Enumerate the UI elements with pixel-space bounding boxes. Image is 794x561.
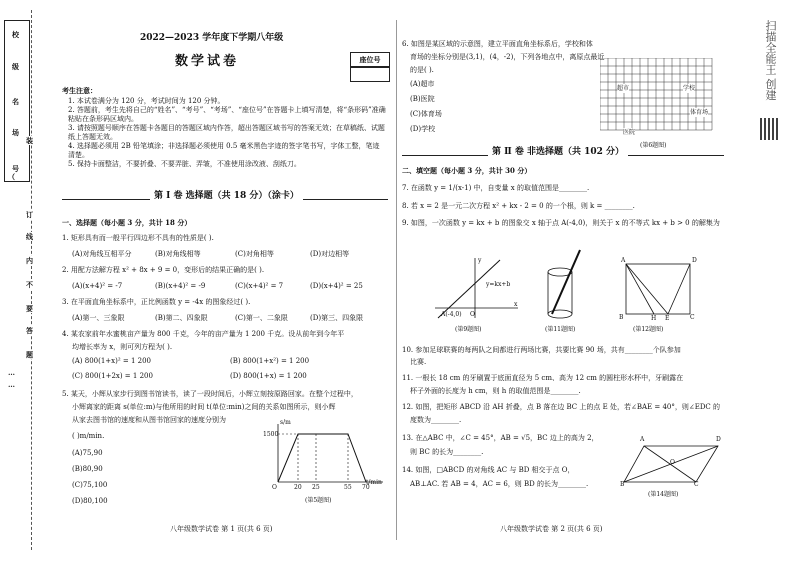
page-divider bbox=[396, 20, 397, 540]
notes-block bbox=[68, 97, 386, 169]
question-14: 14. 如图，□ABCD 的对角线 AC 与 BD 相交于点 O， bbox=[402, 466, 575, 474]
fig9-a: A(-4,0) bbox=[441, 311, 462, 318]
binding-char: … bbox=[8, 368, 15, 377]
fig14-b: B bbox=[620, 481, 625, 488]
question-11: 11. 一根长 18 cm 的牙刷置于底面直径为 5 cm、高为 12 cm 的圆柱形水杯中，牙刷露在 bbox=[402, 374, 684, 382]
fig5-tick: 55 bbox=[344, 484, 352, 491]
fig6-label-hospital: 医院 bbox=[623, 129, 636, 136]
question-7: 7. 在函数 y = 1/(x-1) 中，自变量 x 的取值范围是________. bbox=[402, 184, 590, 192]
option: (C)75,100 bbox=[72, 481, 108, 489]
question-3: 3. 在平面直角坐标系中，正比例函数 y = -4x 的图象经过( ). bbox=[62, 298, 251, 306]
part-1-heading: 一、选择题（每小题 3 分，共计 18 分） bbox=[62, 218, 192, 227]
fig14-o: O bbox=[670, 459, 675, 466]
option: (A)对角线互相平分 bbox=[72, 250, 132, 258]
binding-char: 内 bbox=[26, 256, 33, 265]
part-2-heading: 二、填空题（每小题 3 分，共计 30 分） bbox=[402, 166, 532, 175]
binding-char: 题 bbox=[26, 350, 33, 359]
figure-11-cup bbox=[540, 248, 590, 323]
fig6-caption: (第6题图) bbox=[640, 142, 667, 149]
figure-6-grid bbox=[600, 58, 715, 140]
question-1: 1. 矩形具有而一般平行四边形不具有的性质是( ). bbox=[62, 234, 214, 242]
info-label: 场 bbox=[12, 129, 19, 137]
fig6-label-market: 超市 bbox=[617, 85, 630, 92]
note-item: 2. 答题前，考生先将自己的“姓名”、“考号”、“考场”、“座位号”在答题卡上填写清楚，将“条形码”准确粘贴在条形码区域内。 bbox=[68, 106, 386, 123]
fig6-label-stadium: 体育场 bbox=[690, 109, 709, 116]
option: (C)对角相等 bbox=[235, 250, 274, 258]
option: (B)80,90 bbox=[72, 465, 103, 473]
option: (B)第二、四象限 bbox=[155, 314, 208, 322]
option: (B)医院 bbox=[410, 95, 435, 103]
option: (A)第一、三象限 bbox=[72, 314, 125, 322]
fig5-xlabel: t/min bbox=[366, 479, 382, 486]
page-1-footer: 八年级数学试卷 第 1 页(共 6 页) bbox=[170, 525, 273, 533]
question-5-cont: ( )m/min. bbox=[72, 432, 105, 440]
binding-char: 答 bbox=[26, 326, 33, 335]
question-6-cont: 的是( ). bbox=[410, 66, 434, 74]
option: (C) 800(1+2x) = 1 200 bbox=[72, 372, 153, 380]
question-5-cont: 从家去图书馆的速度和从图书馆回家的速度分别为 bbox=[72, 416, 226, 424]
info-label: 级 bbox=[12, 63, 19, 71]
question-14-cont: AB⊥AC. 若 AB = 4，AC = 6，则 BD 的长为________. bbox=[410, 480, 589, 488]
question-6-cont: 育场的坐标分别是(3,1)，(4，-2)，下列各地点中，离原点最近 bbox=[410, 53, 605, 61]
seat-number-blank bbox=[350, 66, 390, 82]
note-item: 4. 选择题必须用 2B 铅笔填涂；非选择题必须使用 0.5 毫米黑色字迹的签字笔书写，字体工整，笔迹清楚。 bbox=[68, 142, 380, 159]
binding-char: … bbox=[8, 380, 15, 389]
binding-char: （ bbox=[8, 172, 15, 181]
exam-subject-title: 数学试卷 bbox=[175, 54, 240, 69]
fig9-y: y bbox=[478, 257, 482, 264]
fig14-c: C bbox=[694, 481, 699, 488]
option: (D)对边相等 bbox=[310, 250, 350, 258]
question-5: 5. 某天，小辉从家步行到图书馆读书，读了一段时间后，小辉立刻按原路回家。在整个过程中， bbox=[62, 390, 358, 398]
option: (D)第三、四象限 bbox=[310, 314, 364, 322]
exam-year-title: 2022—2023 学年度下学期八年级 bbox=[140, 33, 284, 43]
question-12-cont: 度数为________. bbox=[410, 416, 462, 424]
fig12-b: B bbox=[619, 314, 624, 321]
option: (D)80,100 bbox=[72, 497, 108, 505]
question-4: 4. 某农家前年水蜜桃亩产量为 800 千克，今年的亩产量为 1 200 千克。设从前年到今年平 bbox=[62, 330, 345, 338]
section-2-title: 第 Ⅱ 卷 非选择题（共 102 分） bbox=[488, 148, 628, 157]
question-12: 12. 如图，把矩形 ABCD 沿 AH 折叠，点 B 落在边 BC 上的点 E 处，若∠BAE = 40°，则∠EDC 的 bbox=[402, 403, 721, 411]
fig12-e: E bbox=[665, 315, 670, 322]
fig14-a: A bbox=[640, 436, 645, 443]
fig9-caption: (第9题图) bbox=[455, 326, 482, 333]
info-label: 号 bbox=[12, 165, 19, 173]
option: (B) 800(1+x²) = 1 200 bbox=[230, 357, 310, 365]
fig5-y1500: 1500 bbox=[263, 431, 279, 438]
note-item: 5. 保持卡面整洁，不要折叠、不要弄脏、弄皱，不准使用涂改液、刮纸刀。 bbox=[68, 160, 301, 168]
question-2: 2. 用配方法解方程 x² + 8x + 9 = 0，变形后的结果正确的是( ). bbox=[62, 266, 265, 274]
info-label: 名 bbox=[12, 98, 19, 106]
fig5-tick: 70 bbox=[362, 484, 370, 491]
option: (D)(x+4)² = 25 bbox=[310, 282, 363, 290]
question-8: 8. 若 x = 2 是一元二次方程 x² + kx - 2 = 0 的一个根，则 k = ________. bbox=[402, 202, 635, 210]
option: (B)(x+4)² = -9 bbox=[155, 282, 206, 290]
qr-code bbox=[760, 118, 780, 140]
option: (B)对角线相等 bbox=[155, 250, 201, 258]
option: (A)75,90 bbox=[72, 449, 103, 457]
note-item: 1. 本试卷满分为 120 分，考试时间为 120 分钟。 bbox=[68, 97, 225, 105]
fig12-d: D bbox=[692, 257, 697, 264]
page-2-footer: 八年级数学试卷 第 2 页(共 6 页) bbox=[500, 525, 603, 533]
question-10: 10. 参加足球联赛的每两队之间都进行两场比赛，共要比赛 90 场，共有________个队参加 bbox=[402, 346, 681, 354]
fig5-tick: 20 bbox=[294, 484, 302, 491]
fig6-label-school: 学校 bbox=[683, 85, 696, 92]
scanner-watermark: 扫描全能王 创建 bbox=[764, 20, 777, 101]
option: (D) 800(1+x) = 1 200 bbox=[230, 372, 307, 380]
fig14-caption: (第14题图) bbox=[648, 491, 679, 498]
fig12-h: H bbox=[651, 315, 657, 322]
question-11-cont: 杯子外面的长度为 h cm，则 h 的取值范围是________. bbox=[410, 387, 581, 395]
binding-strip bbox=[0, 0, 50, 561]
option: (D)学校 bbox=[410, 125, 436, 133]
fig5-caption: (第5题图) bbox=[305, 497, 332, 504]
option: (A)(x+4)² = -7 bbox=[72, 282, 123, 290]
question-13-cont: 则 BC 的长为________. bbox=[410, 448, 484, 456]
option: (A) 800(1+x)² = 1 200 bbox=[72, 357, 151, 365]
question-6: 6. 如图是某区域的示意图，建立平面直角坐标系后，学校和体 bbox=[402, 40, 593, 48]
question-9: 9. 如图，一次函数 y = kx + b 的图象交 x 轴于点 A(-4,0)，则关于 x 的不等式 kx + b > 0 的解集为 bbox=[402, 219, 720, 227]
fig9-eq: y=kx+b bbox=[486, 281, 511, 288]
seat-number-box: 座位号 bbox=[350, 52, 390, 68]
fig5-tick: 25 bbox=[312, 484, 320, 491]
option: (C)体育场 bbox=[410, 110, 442, 118]
fig5-ylabel: s/m bbox=[280, 419, 291, 426]
fig9-x: x bbox=[514, 301, 518, 308]
question-13: 13. 在△ABC 中，∠C = 45°，AB = √5，BC 边上的高为 2， bbox=[402, 434, 599, 442]
fig9-o: O bbox=[470, 311, 475, 318]
question-4-cont: 均增长率为 x，则可列方程为( ). bbox=[72, 343, 173, 351]
fig12-caption: (第12题图) bbox=[633, 326, 664, 333]
info-label: 校 bbox=[12, 31, 19, 39]
binding-char: 装 bbox=[26, 136, 33, 145]
fig11-caption: (第11题图) bbox=[545, 326, 576, 333]
note-item: 3. 请按照题号顺序在答题卡各题目的答题区域内作答，超出答题区域书写的答案无效；在草稿纸、试题纸上答题无效。 bbox=[68, 124, 385, 141]
binding-char: 不 bbox=[26, 280, 33, 289]
section-1-title: 第 Ⅰ 卷 选择题（共 18 分）（涂卡） bbox=[150, 192, 303, 201]
option: (C)(x+4)² = 7 bbox=[235, 282, 284, 290]
fig5-tick: O bbox=[272, 484, 277, 491]
fig12-a: A bbox=[621, 257, 626, 264]
option: (C)第一、二象限 bbox=[235, 314, 288, 322]
binding-char: 线 bbox=[26, 232, 33, 241]
question-5-cont: 小辉离家的距离 s(单位:m)与他所用的时间 t(单位:min)之间的关系如图所示，则小辉 bbox=[72, 403, 336, 411]
figure-12-rect bbox=[620, 260, 700, 322]
fig12-c: C bbox=[690, 314, 695, 321]
binding-char: 订 bbox=[26, 210, 33, 219]
option: (A)超市 bbox=[410, 80, 435, 88]
fig14-d: D bbox=[716, 436, 721, 443]
question-10-cont: 比赛. bbox=[410, 358, 427, 366]
notes-heading: 考生注意： bbox=[62, 86, 97, 95]
binding-char: 要 bbox=[26, 304, 33, 313]
student-info-box bbox=[4, 20, 30, 182]
